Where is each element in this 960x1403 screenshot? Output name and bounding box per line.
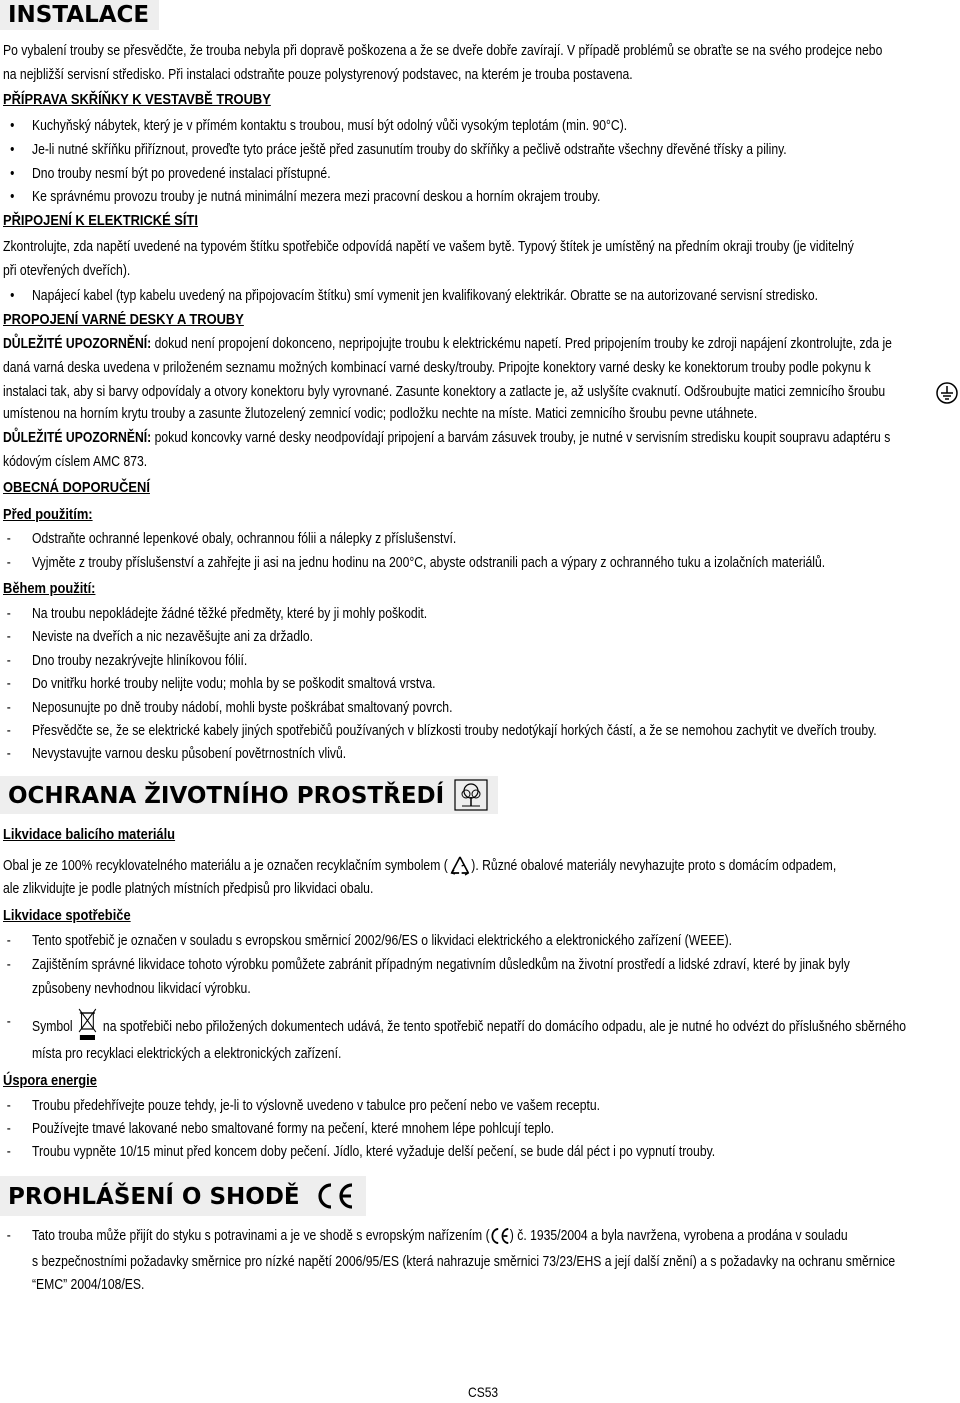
- page-number: CS53: [468, 1384, 499, 1400]
- before-use-item: - Vyjměte z trouby příslušenství a zahřejte ji asi na jednu hodinu na 200°C, abyste odstranili pach a výpary z ochranného tuku a izolačních materiálů.: [32, 554, 825, 572]
- general-heading: OBECNÁ DOPORUČENÍ: [3, 479, 150, 496]
- during-use-item: - Nevystavujte varnou desku působení povětrnostních vlivů.: [32, 745, 346, 763]
- cabinet-item: • Kuchyňský nábytek, který je v přímém kontaktu s troubou, musí být odolný vůči vysokým teplotám (min. 90°C).: [32, 117, 627, 135]
- ground-icon: [935, 381, 959, 405]
- energy-heading: Úspora energie: [3, 1072, 97, 1089]
- warning-2-line-1: DŮLEŽITÉ UPOZORNĚNÍ: pokud koncovky varné desky neodpovídají pripojení a barvám zásuvek trouby, je nutné v servisním stredisku koupit soupravu adaptéru s: [3, 430, 891, 446]
- packaging-line-2: ale zlikvidujte je podle platných místních předpisů pro likvidaci obalu.: [3, 881, 374, 897]
- ce-mark-icon: [312, 1181, 356, 1211]
- appliance-item: - Tento spotřebič je označen v souladu s evropskou směrnicí 2002/96/ES o likvidaci elektrického a elektronického zařízení (WEEE).: [32, 932, 732, 950]
- during-use-item: - Neviste na dveřích a nic nezavěšujte ani za držadlo.: [32, 628, 313, 646]
- conformity-line-1: - Tato trouba může přijít do styku s potravinami a je ve shodě s evropským nařízením ( ) č. 1935/2004 a byla navržena, vyrobena a prodána v souladu: [32, 1227, 848, 1245]
- intro-line-1: Po vybalení trouby se přesvědčte, že trouba nebyla při dopravě poškozena a že se dveře dobře zavírají. V případě problémů se obraťte se na svého prodejce nebo: [3, 43, 883, 59]
- tree-icon: [454, 779, 488, 811]
- energy-item: - Troubu vypněte 10/15 minut před koncem doby pečení. Jídlo, které vyžaduje delší pečení, se bude dál péct i po vypnutí trouby.: [32, 1143, 715, 1161]
- hob-line-3: instalaci tak, aby si barvy odpovídaly a otvory konektoru byly vyrovnané. Zasunte konektory a zatlacte je, až uslyšíte cvaknutí. Odšroubujte matici zemnicího šroubu: [3, 384, 886, 400]
- during-use-heading: Během použití:: [3, 580, 96, 597]
- electric-text-1: Zkontrolujte, zda napětí uvedené na typovém štítku spotřebiče odpovídá napětí ve vašem bytě. Typový štítek je umístěný na předním okraji trouby (je viditelný: [3, 239, 854, 255]
- intro-line-2: na nejbližší servisní středisko. Při instalaci odstraňte pouze polystyrenový podstavec, na kterém je trouba postavena.: [3, 67, 633, 83]
- ce-mark-icon: [490, 1227, 510, 1245]
- cabinet-item: • Je-li nutné skříňku přiříznout, proveďte tyto práce ještě před zasunutím trouby do skříňky a pečlivě odstraňte všechny dřevěné třísky a piliny.: [32, 141, 787, 159]
- weee-bin-icon: [78, 1007, 98, 1041]
- hob-line-4: umístenou na horním krytu trouby a zasunte žlutozelený zemnicí vodic; podložku nechte na míste. Matici zemnicího šroubu pevne utáhnete.: [3, 406, 758, 422]
- cabinet-item: • Ke správnému provozu trouby je nutná minimální mezera mezi pracovní deskou a horním okrajem trouby.: [32, 188, 600, 206]
- packaging-heading: Likvidace balicího materiálu: [3, 826, 176, 843]
- appliance-item-cont: způsobeny nevhodnou likvidací výrobku.: [32, 981, 251, 997]
- warning-2-line-2: kódovým císlem AMC 873.: [3, 454, 148, 470]
- electric-heading: PŘIPOJENÍ K ELEKTRICKÉ SÍTI: [3, 212, 198, 229]
- during-use-item: - Na troubu nepokládejte žádné těžké předměty, které by ji mohly poškodit.: [32, 605, 427, 623]
- hob-line-2: daná varná deska uvedena v priloženém seznamu možných kombinací varné desky/trouby. Pripojte konektory varné desky ke konektorum trouby podle pokynu k: [3, 360, 871, 376]
- hob-heading: PROPOJENÍ VARNÉ DESKY A TROUBY: [3, 311, 244, 328]
- cabinet-item: • Dno trouby nesmí být po provedené instalaci přístupné.: [32, 165, 331, 183]
- during-use-item: - Neposunujte po dně trouby nádobí, mohli byste poškrábat smaltovaný povrch.: [32, 699, 452, 717]
- energy-item: - Troubu předehřívejte pouze tehdy, je-li to výslovně uvedeno v tabulce pro pečení nebo ve vašem receptu.: [32, 1097, 600, 1115]
- before-use-heading: Před použitím:: [3, 506, 93, 523]
- electric-text-2: při otevřených dveřích).: [3, 263, 131, 279]
- conformity-line-2: s bezpečnostními požadavky směrnice pro nízké napětí 2006/95/ES (která nahrazuje směrnici 73/23/EHS a její další znění) a s požadavky na ochranu směrnice: [32, 1254, 896, 1270]
- packaging-line-1: Obal je ze 100% recyklovatelného materiálu a je označen recyklačním symbolem ( ). Různé obalové materiály nevyhazujte proto s domácím odpadem,: [3, 855, 836, 877]
- appliance-heading: Likvidace spotřebiče: [3, 907, 131, 924]
- during-use-item: - Dno trouby nezakrývejte hliníkovou fólií.: [32, 652, 247, 670]
- energy-item: - Používejte tmavé lakované nebo smaltované formy na pečení, které mnohem lépe pohlcují teplo.: [32, 1120, 554, 1138]
- during-use-item: - Do vnitřku horké trouby nelijte vodu; mohla by se poškodit smaltová vrstva.: [32, 675, 435, 693]
- conformity-line-3: “EMC” 2004/108/ES.: [32, 1277, 145, 1293]
- hob-line-1: DŮLEŽITÉ UPOZORNĚNÍ: dokud není propojení dokonceno, nepripojujte troubu k elektrickému napetí. Pred pripojením trouby ke zdroji napájení zkontrolujte, zda je: [3, 336, 892, 352]
- recycle-icon: [448, 855, 472, 877]
- section-title-environment: OCHRANA ŽIVOTNÍHO PROSTŘEDÍ: [0, 776, 498, 814]
- section-title-installation: INSTALACE: [0, 0, 159, 30]
- during-use-item: - Přesvědčte se, že se elektrické kabely jiných spotřebičů používaných v blízkosti trouby nedotýkají horkých částí, a že se nemohou zachytit ve dveřích trouby.: [32, 722, 877, 740]
- electric-item: • Napájecí kabel (typ kabelu uvedený na připojovacím štítku) smí vymenit jen kvalifikovaný elektrikár. Obratte se na autorizované servisní stredisko.: [32, 287, 818, 305]
- before-use-item: - Odstraňte ochranné lepenkové obaly, ochrannou fólii a nálepky z příslušenství.: [32, 530, 456, 548]
- appliance-item-cont: místa pro recyklaci elektrických a elektronických zařízení.: [32, 1046, 342, 1062]
- warning-label: DŮLEŽITÉ UPOZORNĚNÍ:: [3, 430, 152, 446]
- section-title-conformity: PROHLÁŠENÍ O SHODĚ: [0, 1176, 366, 1216]
- appliance-item: - Symbol na spotřebiči nebo přiložených dokumentech udává, že tento spotřebič nepatří do domácího odpadu, ale je nutné ho odvézt do příslušného sběrného: [32, 1013, 906, 1041]
- warning-label: DŮLEŽITÉ UPOZORNĚNÍ:: [3, 336, 152, 352]
- appliance-item: - Zajištěním správné likvidace tohoto výrobku pomůžete zabránit případným negativním důsledkům na životní prostředí a lidské zdraví, které by jinak byly: [32, 956, 850, 974]
- cabinet-heading: PŘÍPRAVA SKŘÍŇKY K VESTAVBĚ TROUBY: [3, 91, 271, 108]
